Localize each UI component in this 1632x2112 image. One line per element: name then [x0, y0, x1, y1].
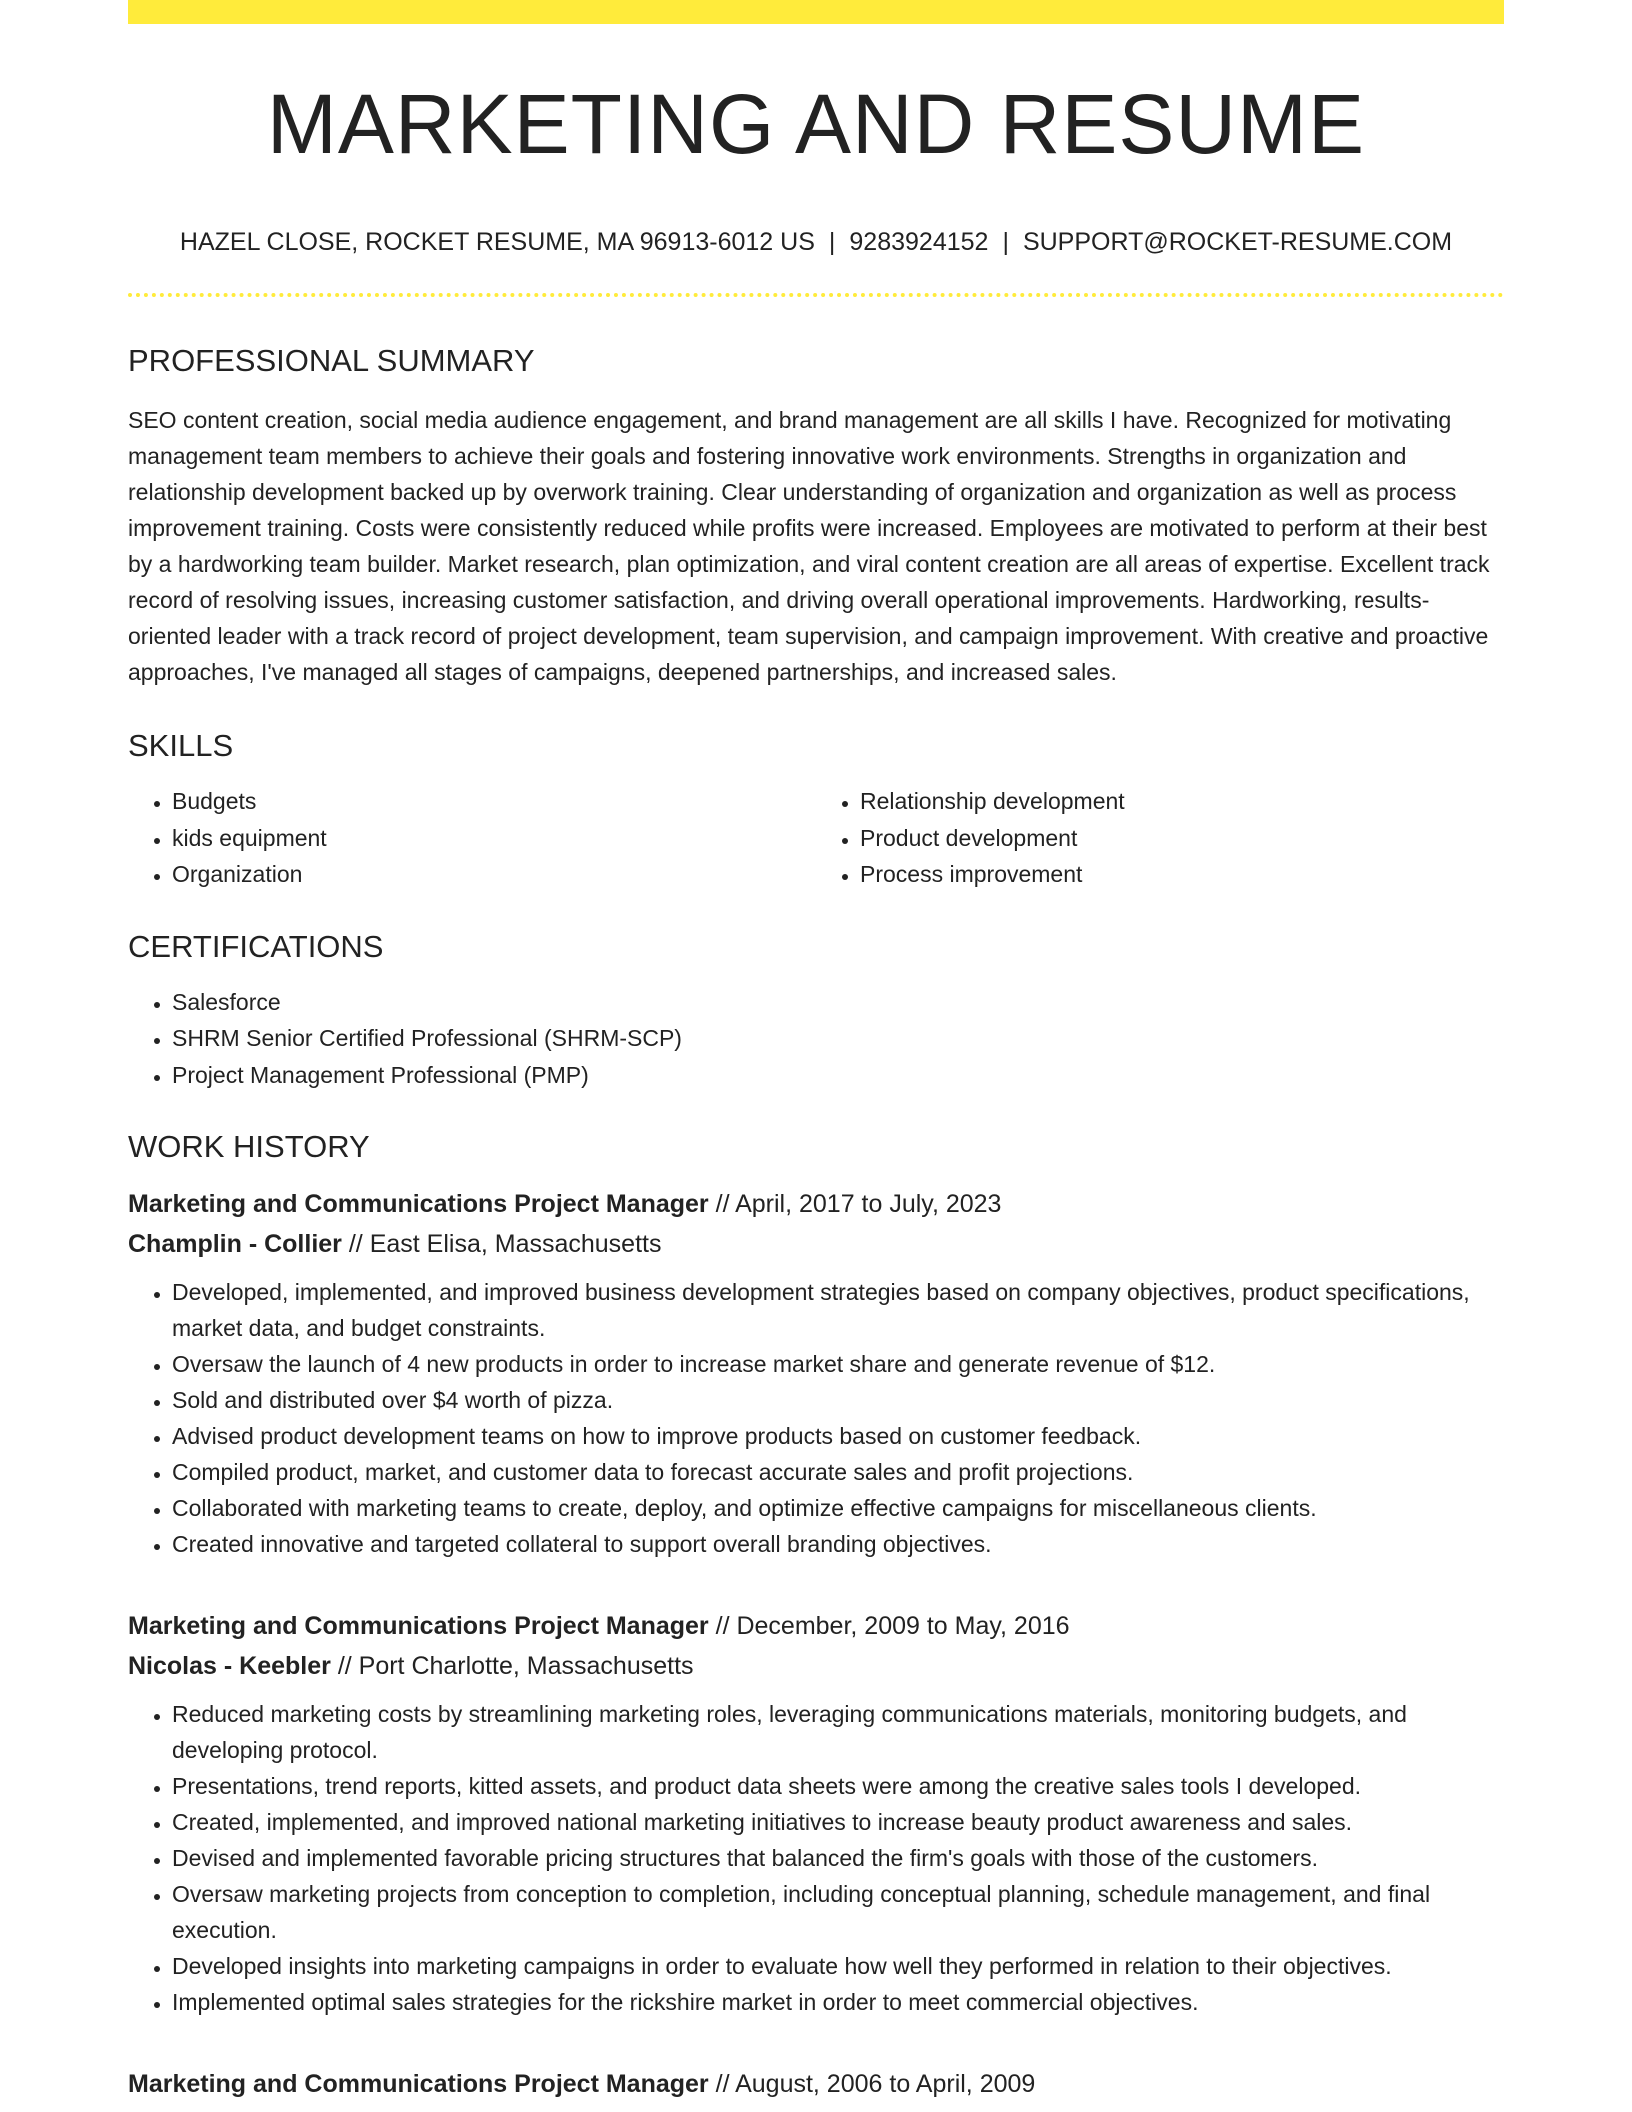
accent-bar	[128, 0, 1504, 24]
job-bullets	[128, 1274, 1504, 1562]
dotted-divider	[128, 293, 1504, 297]
job-entry	[128, 2064, 1504, 2104]
work-history-heading: WORK HISTORY	[128, 1129, 370, 1164]
job-bullet: • Created innovative and targeted collateral to support overall branding objectives.	[172, 1526, 1504, 1562]
job-title-line	[128, 2064, 1504, 2104]
skills-list-left	[128, 783, 816, 893]
certification-item: • Salesforce	[172, 984, 1504, 1021]
job-bullet: • Advised product development teams on how to improve products based on customer feedback.	[172, 1418, 1504, 1454]
job-bullet: • Collaborated with marketing teams to create, deploy, and optimize effective campaigns for miscellaneous clients.	[172, 1490, 1504, 1526]
job-bullet: • Oversaw marketing projects from conception to completion, including conceptual planning, schedule management, and final execution.	[172, 1876, 1504, 1948]
certifications-heading: CERTIFICATIONS	[128, 928, 384, 964]
resume-page	[128, 0, 1504, 2104]
summary-text: SEO content creation, social media audience engagement, and brand management are all skills I have. Recognized for motivating management team members to achieve their goals and fostering innovative work environments. Strengths in organization and relationship development backed up by overwork training. Clear understanding of organization and organization as well as process improvement training. Costs were consistently reduced while profits were increased. Employees are motivated to perform at their best by a hardworking team builder. Market research, plan optimization, and viral content creation are all areas of expertise. Excellent track record of resolving issues, increasing customer satisfaction, and driving overall operational improvements. Hardworking, results-oriented leader with a track record of project development, team supervision, and campaign improvement. With creative and proactive approaches, I've managed all stages of campaigns, deepened partnerships, and increased sales.	[128, 407, 1490, 685]
job-location: // Port Charlotte, Massachusetts	[337, 1652, 694, 1680]
contact-line	[128, 230, 1504, 255]
skills-heading: SKILLS	[128, 728, 234, 763]
contact-address: HAZEL CLOSE, ROCKET RESUME, MA 96913-6012 US	[179, 228, 815, 256]
job-dates: // April, 2017 to July, 2023	[715, 1190, 1002, 1218]
certification-item: • SHRM Senior Certified Professional (SHRM-SCP)	[172, 1020, 1504, 1057]
job-bullet: • Sold and distributed over $4 worth of pizza.	[172, 1382, 1504, 1418]
job-company: Nicolas - Keebler	[128, 1652, 331, 1680]
job-bullet: • Devised and implemented favorable pricing structures that balanced the firm's goals with those of the customers.	[172, 1840, 1504, 1876]
job-bullet: • Compiled product, market, and customer data to forecast accurate sales and profit projections.	[172, 1454, 1504, 1490]
job-location: // East Elisa, Massachusetts	[348, 1230, 662, 1258]
job-title: Marketing and Communications Project Manager	[128, 2070, 709, 2098]
skill-item: • Product development	[860, 820, 1504, 857]
job-title: Marketing and Communications Project Manager	[128, 1612, 709, 1640]
summary-heading: PROFESSIONAL SUMMARY	[128, 343, 535, 378]
skill-item: • kids equipment	[172, 820, 816, 857]
job-bullet: • Oversaw the launch of 4 new products in order to increase market share and generate revenue of $12.	[172, 1346, 1504, 1382]
job-entry	[128, 1184, 1504, 1562]
resume-name: MARKETING AND RESUME	[266, 77, 1366, 171]
job-company-line	[128, 1646, 1504, 1686]
job-dates: // December, 2009 to May, 2016	[715, 1612, 1070, 1640]
job-bullet: • Presentations, trend reports, kitted assets, and product data sheets were among the creative sales tools I developed.	[172, 1768, 1504, 1804]
certification-item: • Project Management Professional (PMP)	[172, 1057, 1504, 1094]
job-title: Marketing and Communications Project Manager	[128, 1190, 709, 1218]
skills-columns	[128, 783, 1504, 893]
job-entry	[128, 1606, 1504, 2020]
job-company-line	[128, 1224, 1504, 1264]
contact-phone: 9283924152	[849, 228, 989, 256]
skill-item: • Budgets	[172, 783, 816, 820]
job-company: Champlin - Collier	[128, 1230, 342, 1258]
job-bullet: • Developed insights into marketing campaigns in order to evaluate how well they performed in relation to their objectives.	[172, 1948, 1504, 1984]
job-dates: // August, 2006 to April, 2009	[715, 2070, 1036, 2098]
contact-separator: |	[1002, 228, 1009, 256]
job-title-line	[128, 1184, 1504, 1224]
certifications-list	[128, 984, 1504, 1094]
job-bullet: • Created, implemented, and improved national marketing initiatives to increase beauty product awareness and sales.	[172, 1804, 1504, 1840]
contact-separator: |	[828, 228, 836, 256]
job-bullet: • Reduced marketing costs by streamlining marketing roles, leveraging communications materials, monitoring budgets, and developing protocol.	[172, 1696, 1504, 1768]
job-title-line	[128, 1606, 1504, 1646]
skill-item: • Relationship development	[860, 783, 1504, 820]
job-bullet: • Implemented optimal sales strategies for the rickshire market in order to meet commercial objectives.	[172, 1984, 1504, 2020]
job-bullets	[128, 1696, 1504, 2020]
skill-item: • Process improvement	[860, 856, 1504, 893]
job-bullet: • Developed, implemented, and improved business development strategies based on company objectives, product specifications, market data, and budget constraints.	[172, 1274, 1504, 1346]
skills-list-right	[816, 783, 1504, 893]
skill-item: • Organization	[172, 856, 816, 893]
contact-email: SUPPORT@ROCKET-RESUME.COM	[1022, 228, 1453, 256]
